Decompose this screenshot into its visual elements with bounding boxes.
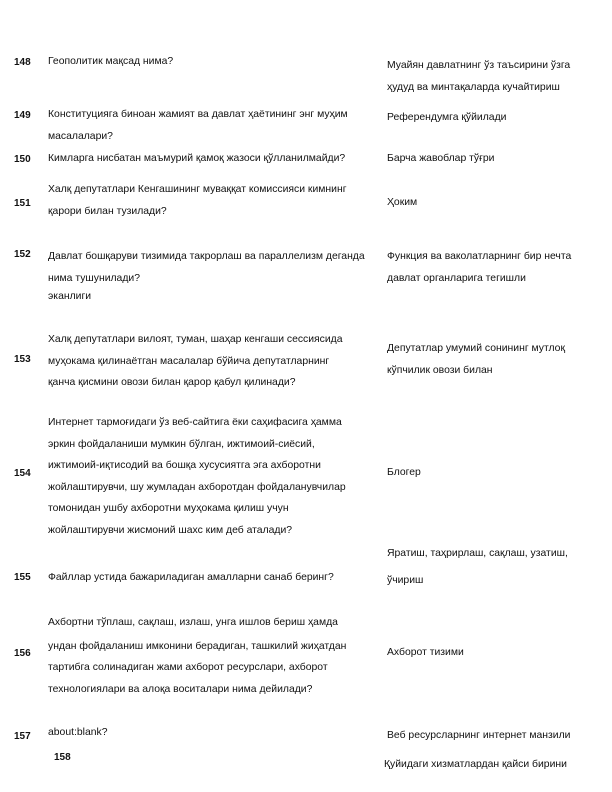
row-number: 153 — [14, 354, 31, 365]
row-number: 150 — [14, 154, 31, 165]
question-line: муҳокама қилинаётган масалалар бўйича депутатларнинг — [48, 355, 330, 367]
answer-line: Барча жавоблар тўғри — [387, 153, 495, 164]
row-number: 154 — [14, 468, 31, 479]
answer-line: Қуйидаги хизматлардан қайси бирини — [384, 759, 567, 770]
question-line: Халқ депутатлари Кенгашининг муваққат комиссияси кимнинг — [48, 184, 347, 195]
question-text — [48, 329, 378, 394]
answer-line: ўчириш — [387, 574, 424, 586]
answer-line: кўпчилик овози билан — [387, 364, 493, 376]
answer-text — [387, 642, 609, 664]
question-line: эканлиги — [48, 291, 92, 302]
row-number: 151 — [14, 198, 31, 209]
row-number: 148 — [14, 57, 31, 68]
question-line: Интернет тармоғидаги ўз веб-сайтига ёки саҳифасига ҳамма — [48, 417, 342, 428]
question-line: қарори билан тузилади? — [48, 205, 167, 217]
question-line: жойлаштирувчи, шу жумладан ахборотдан фойдаланувчилар — [48, 481, 346, 493]
answer-line: Депутатлар умумий сонининг мутлоқ — [387, 343, 566, 354]
question-text — [48, 51, 378, 73]
question-line: томонидан ушбу ахборотни муҳокама қилиш учун — [48, 503, 289, 514]
question-text — [48, 104, 378, 147]
answer-line: давлат органларига тегишли — [387, 272, 526, 284]
question-line: масалалари? — [48, 130, 113, 142]
question-line: ундан фойдаланиш имконини берадиган, ташкилий жиҳатдан — [48, 640, 347, 652]
question-line: қанча қисмини овози билан қарор қабул қилинади? — [48, 377, 296, 388]
question-line: нима тушунилади? — [48, 272, 140, 284]
row-number: 158 — [54, 752, 71, 763]
row-number: 157 — [14, 731, 31, 742]
question-line: ижтимоий-иқтисодий ва бошқа хусусиятга эга ахборотни — [48, 460, 321, 471]
question-line: about:blank? — [48, 727, 108, 738]
answer-text — [387, 462, 609, 484]
answer-text — [387, 543, 609, 591]
question-text — [48, 412, 378, 541]
question-line: Кимларга нисбатан маъмурий қамоқ жазоси қўлланилмайди? — [48, 153, 346, 164]
question-line: Файллар устида бажариладиган амалларни санаб беринг? — [48, 572, 334, 583]
answer-line: Муайян давлатнинг ўз таъсирини ўзга — [387, 60, 571, 71]
question-line: жойлаштирувчи жисмоний шахс ким деб аталади? — [48, 524, 293, 536]
answer-text — [384, 754, 606, 776]
answer-text — [387, 192, 609, 214]
question-line: Геополитик мақсад нима? — [48, 56, 174, 67]
answer-line: Яратиш, таҳрирлаш, сақлаш, узатиш, — [387, 548, 568, 559]
answer-line: Блогер — [387, 467, 421, 478]
answer-text — [387, 148, 609, 170]
question-line: Конституцияга биноан жамият ва давлат ҳаётининг энг муҳим — [48, 109, 348, 120]
question-line: Ахбортни тўплаш, сақлаш, излаш, унга ишлов бериш ҳамда — [48, 617, 338, 628]
answer-text — [387, 55, 609, 98]
answer-text — [387, 338, 609, 381]
question-text — [48, 567, 378, 589]
answer-line: ҳудуд ва минтақаларда кучайтириш — [387, 81, 560, 93]
answer-line: Референдумга қўйилади — [387, 112, 507, 123]
answer-line: Ахборот тизими — [387, 647, 464, 658]
question-line: технологиялари ва алоқа воситалари нима дейилади? — [48, 683, 313, 695]
answer-text — [387, 246, 609, 289]
row-number: 155 — [14, 572, 31, 583]
row-number: 152 — [14, 249, 31, 260]
row-number: 156 — [14, 648, 31, 659]
question-text — [48, 148, 378, 170]
question-text — [48, 612, 378, 700]
answer-line: Веб ресурсларнинг интернет манзили — [387, 730, 571, 741]
answer-text — [387, 107, 609, 129]
answer-text — [387, 725, 609, 747]
row-number: 149 — [14, 110, 31, 121]
question-text — [48, 179, 378, 222]
answer-line: Функция ва ваколатларнинг бир нечта — [387, 251, 572, 262]
question-text — [48, 246, 378, 308]
question-line: тартибга солинадиган жами ахборот ресурслари, ахборот — [48, 662, 328, 673]
answer-line: Ҳоким — [387, 197, 418, 208]
question-line: эркин фойдаланиши мумкин бўлган, ижтимоий-сиёсий, — [48, 438, 315, 450]
question-text — [48, 722, 378, 744]
question-line: Давлат бошқаруви тизимида такрорлаш ва параллелизм деганда — [48, 251, 365, 262]
question-line: Халқ депутатлари вилоят, туман, шаҳар кенгаши сессиясида — [48, 334, 343, 345]
